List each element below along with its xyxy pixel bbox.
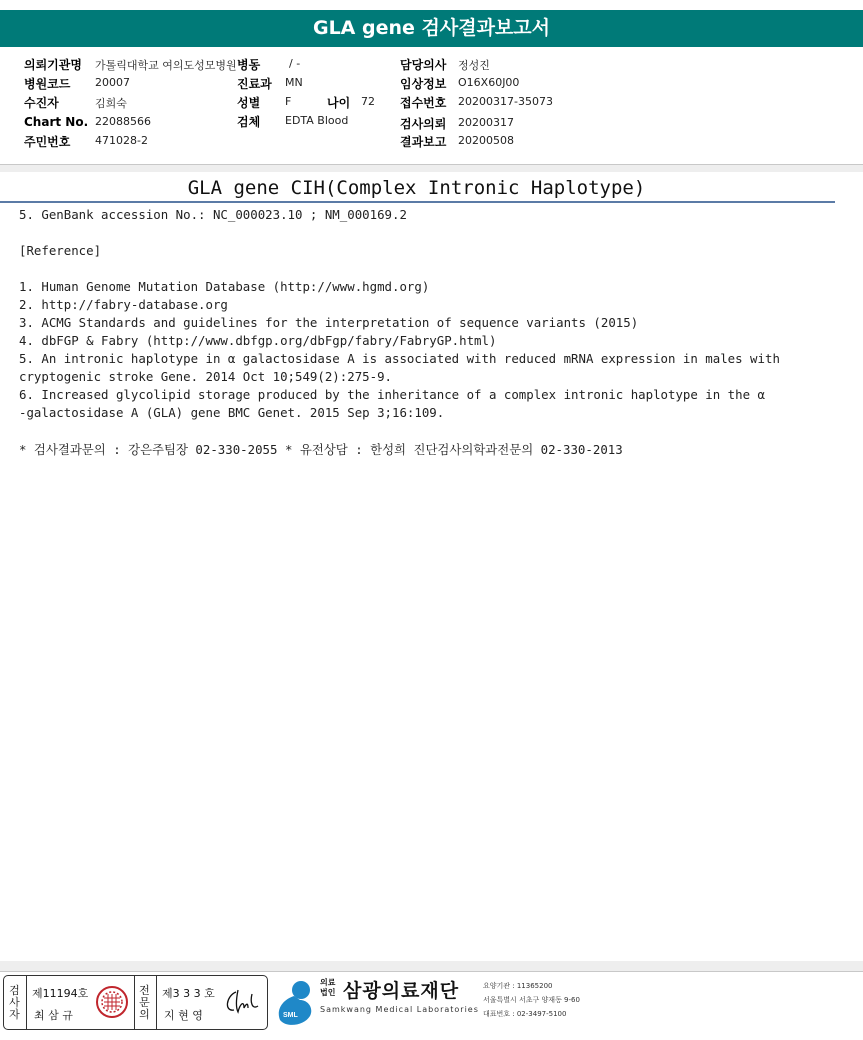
hospital-code-label: 병원코드 — [24, 77, 71, 91]
department-value: MN — [285, 76, 303, 89]
specialist-name: 지 현 영 — [164, 1009, 203, 1022]
clinical-info-label: 임상정보 — [400, 77, 447, 91]
tester-seal-icon — [94, 984, 130, 1020]
contact-phone: 대표번호 : 02-3497-5100 — [483, 1010, 567, 1018]
patient-value: 김희숙 — [95, 97, 127, 110]
sex-label: 성별 — [237, 96, 261, 110]
request-label: 검사의뢰 — [400, 117, 447, 131]
age-label: 나이 — [327, 96, 351, 110]
specimen-value: EDTA Blood — [285, 114, 349, 127]
reference-item-1: 1. Human Genome Mutation Database (http://www.hgmd.org) — [19, 279, 430, 294]
chart-no-label: Chart No. — [24, 115, 89, 129]
footer-divider — [0, 961, 863, 971]
id-value: 471028-2 — [95, 134, 148, 147]
specialist-label: 전문의 — [139, 984, 150, 1021]
ward-label: 병동 — [237, 58, 261, 72]
report-date-label: 결과보고 — [400, 135, 447, 149]
receipt-no-value: 20200317-35073 — [458, 95, 553, 108]
tester-label: 검사자 — [9, 984, 20, 1021]
org-name: 삼광의료재단 — [343, 980, 460, 1002]
report-date-value: 20200508 — [458, 134, 514, 147]
org-prefix: 의료법인 — [320, 978, 336, 997]
reference-item-4: 4. dbFGP & Fabry (http://www.dbfgp.org/dbFgp/fabry/FabryGP.html) — [19, 333, 497, 348]
reference-item-5: 5. An intronic haplotype in α galactosidase A is associated with reduced mRNA expression in males with — [19, 351, 780, 366]
doctor-value: 정성진 — [458, 59, 490, 72]
reference-item-3: 3. ACMG Standards and guidelines for the interpretation of sequence variants (2015) — [19, 315, 639, 330]
institution-value: 가톨릭대학교 여의도성모병원 — [95, 59, 237, 72]
reference-item-2: 2. http://fabry-database.org — [19, 297, 228, 312]
patient-label: 수진자 — [24, 96, 59, 110]
reference-heading: [Reference] — [19, 243, 102, 258]
sml-logo-text: SML — [283, 1012, 298, 1019]
section-divider — [0, 165, 863, 172]
tester-name: 최 삼 규 — [34, 1009, 73, 1022]
genbank-line: 5. GenBank accession No.: NC_000023.10 ; NM_000169.2 — [19, 207, 407, 222]
sex-value: F — [285, 95, 292, 108]
department-label: 진료과 — [237, 77, 272, 91]
doctor-label: 담당의사 — [400, 58, 447, 72]
signature-icon — [222, 986, 262, 1018]
receipt-no-label: 접수번호 — [400, 96, 447, 110]
reference-item-6-cont: -galactosidase A (GLA) gene BMC Genet. 2015 Sep 3;16:109. — [19, 405, 445, 420]
specimen-label: 검체 — [237, 115, 261, 129]
contact-info-line: * 검사결과문의 : 강은주팀장 02-330-2055 * 유전상담 : 한성희 진단검사의학과전문의 02-330-2013 — [19, 442, 623, 457]
samkwang-logo-icon — [272, 976, 318, 1028]
tester-license-no: 제11194호 — [32, 987, 89, 1000]
report-banner-title: GLA gene 검사결과보고서 — [0, 10, 863, 47]
cell-divider — [134, 976, 135, 1029]
org-english-name: Samkwang Medical Laboratories — [320, 1005, 479, 1014]
cell-divider — [156, 976, 157, 1029]
age-value: 72 — [361, 95, 375, 108]
chart-no-value: 22088566 — [95, 115, 151, 128]
reference-item-5-cont: cryptogenic stroke Gene. 2014 Oct 10;549(2):275-9. — [19, 369, 392, 384]
contact-code: 요양기관 : 11365200 — [483, 982, 553, 990]
footer-rule — [0, 971, 863, 972]
cell-divider — [26, 976, 27, 1029]
id-label: 주민번호 — [24, 135, 71, 149]
contact-address: 서울특별시 서초구 양재동 9-60 — [483, 996, 580, 1004]
report-title: GLA gene CIH(Complex Intronic Haplotype) — [187, 177, 646, 199]
clinical-info-value: O16X60J00 — [458, 76, 520, 89]
patient-info-block — [0, 48, 863, 165]
signature-box — [3, 975, 268, 1030]
ward-value: / - — [289, 57, 301, 70]
reference-item-6: 6. Increased glycolipid storage produced by the inheritance of a complex intronic haplotype in the α — [19, 387, 765, 402]
specialist-license-no: 제3 3 3 호 — [162, 987, 215, 1000]
hospital-code-value: 20007 — [95, 76, 130, 89]
institution-label: 의뢰기관명 — [24, 58, 82, 72]
title-underline — [0, 201, 835, 203]
request-value: 20200317 — [458, 116, 514, 129]
